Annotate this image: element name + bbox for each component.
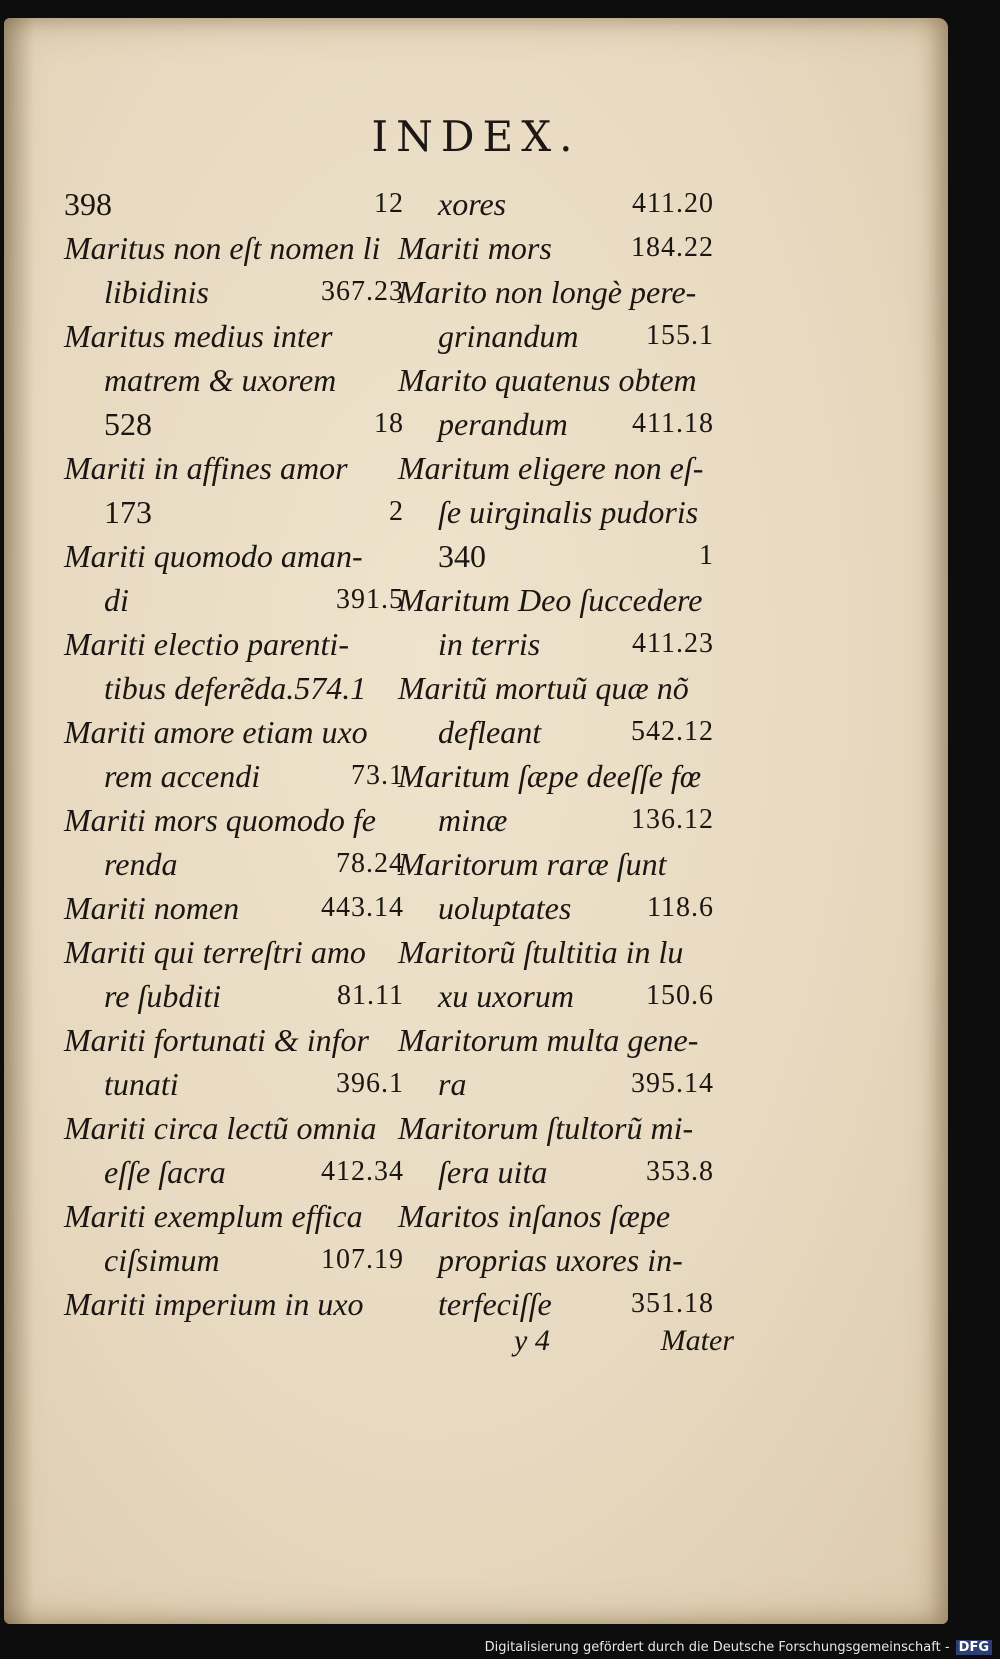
index-entry-text: Mariti mors [398, 230, 552, 266]
index-entry-text: Maritorũ ſtultitia in lu [398, 934, 684, 970]
index-entry-text: Mariti fortunati & infor [64, 1022, 369, 1058]
index-entry-text: in terris [438, 626, 541, 662]
index-entry-text: eſſe ſacra [104, 1154, 226, 1190]
index-line [64, 534, 404, 578]
index-entry-text: Mariti amore etiam uxo [64, 714, 368, 750]
index-line [64, 1062, 404, 1106]
index-entry-text: Marito quatenus obtem [398, 362, 697, 398]
index-entry-text: renda [104, 846, 178, 882]
index-entry-text: perandum [438, 406, 568, 442]
index-entry-text: Mariti electio parenti- [64, 626, 349, 662]
dfg-logo: DFG [956, 1640, 992, 1655]
index-entry-text: xu uxorum [438, 978, 574, 1014]
index-line [398, 1018, 714, 1062]
index-entry-text: ra [438, 1066, 467, 1102]
index-line [64, 1106, 404, 1150]
page-reference: 1 [699, 540, 714, 571]
index-entry-text: Mariti nomen [64, 890, 240, 926]
page-reference: 155.1 [646, 320, 714, 351]
page-reference: 73.1 [351, 760, 404, 791]
index-entry-text: Maritus non eſt nomen li [64, 230, 381, 266]
index-line [64, 622, 404, 666]
index-entry-text: ciſsimum [104, 1242, 220, 1278]
page-reference: 136.12 [631, 804, 714, 835]
index-line [64, 666, 404, 710]
index-entry-text: 173 [104, 494, 152, 530]
index-line [398, 270, 714, 314]
index-entry-text: xores [438, 186, 507, 222]
index-line [64, 314, 404, 358]
index-line [398, 1106, 714, 1150]
index-entry-text: di [104, 582, 129, 618]
index-line [64, 974, 404, 1018]
index-entry-text: rem accendi [104, 758, 261, 794]
index-entry-text: Maritos inſanos ſæpe [398, 1198, 671, 1234]
index-entry-text: Maritum eligere non eſ- [398, 450, 704, 486]
page-reference: 396.1 [336, 1068, 404, 1099]
page-reference: 18 [374, 408, 404, 439]
page-reference: 411.20 [632, 188, 714, 219]
page-reference: 411.23 [632, 628, 714, 659]
index-line [64, 358, 404, 402]
index-line [398, 1062, 714, 1106]
index-line [398, 974, 714, 1018]
right-column [398, 182, 714, 1326]
index-line [398, 314, 714, 358]
index-line [398, 622, 714, 666]
index-entry-text: Mariti circa lectũ omnia [64, 1110, 377, 1146]
index-line [398, 490, 714, 534]
index-entry-text: Mariti quomodo aman- [64, 538, 363, 574]
page-gutter [4, 18, 34, 1624]
index-line [398, 402, 714, 446]
index-line [64, 182, 404, 226]
index-line [64, 1018, 404, 1062]
index-line [64, 930, 404, 974]
index-line [398, 754, 714, 798]
index-entry-text: libidinis [104, 274, 209, 310]
page-reference: 353.8 [646, 1156, 714, 1187]
page-reference: 2 [389, 496, 404, 527]
page-reference: 395.14 [631, 1068, 714, 1099]
book-page [4, 18, 948, 1624]
index-line [64, 1238, 404, 1282]
index-entry-text: re ſubditi [104, 978, 222, 1014]
index-line [398, 534, 714, 578]
index-line [398, 578, 714, 622]
index-entry-text: Mariti qui terreſtri amo [64, 934, 366, 970]
index-line [64, 1150, 404, 1194]
index-line [64, 578, 404, 622]
index-entry-text: 340 [438, 538, 486, 574]
index-entry-text: Maritorum multa gene- [398, 1022, 699, 1058]
index-entry-text: 398 [64, 186, 112, 222]
index-line [64, 754, 404, 798]
page-reference: 351.18 [631, 1288, 714, 1319]
index-entry-text: minæ [438, 802, 508, 838]
index-entry-text: Maritus medius inter [64, 318, 333, 354]
index-line [398, 886, 714, 930]
index-line [64, 270, 404, 314]
index-line [64, 798, 404, 842]
index-line [64, 226, 404, 270]
page-reference: 391.5 [336, 584, 404, 615]
index-line [398, 446, 714, 490]
index-line [398, 930, 714, 974]
index-entry-text: ſera uita [438, 1154, 548, 1190]
index-entry-text: tibus deferẽda.574.1 [104, 670, 367, 706]
index-entry-text: 528 [104, 406, 152, 442]
index-line [398, 1238, 714, 1282]
index-line [64, 886, 404, 930]
page-reference: 412.34 [321, 1156, 404, 1187]
page-reference: 184.22 [631, 232, 714, 263]
index-entry-text: tunati [104, 1066, 179, 1102]
page-reference: 118.6 [647, 892, 714, 923]
index-entry-text: Maritũ mortuũ quæ nõ [398, 670, 689, 706]
index-entry-text: defleant [438, 714, 542, 750]
index-entry-text: uoluptates [438, 890, 572, 926]
index-entry-text: proprias uxores in- [438, 1242, 683, 1278]
signature-mark: y 4 [514, 1324, 550, 1357]
index-entry-text: Maritorum ſtultorũ mi- [398, 1110, 694, 1146]
index-line [64, 1194, 404, 1238]
page-reference: 12 [374, 188, 404, 219]
index-line [398, 666, 714, 710]
index-line [398, 1282, 714, 1326]
page-reference: 81.11 [337, 980, 404, 1011]
index-entry-text: Mariti exemplum effica [64, 1198, 363, 1234]
page-reference: 542.12 [631, 716, 714, 747]
page-footer [514, 1324, 734, 1368]
index-line [398, 226, 714, 270]
index-line [398, 182, 714, 226]
index-entry-text: Mariti imperium in uxo [64, 1286, 364, 1322]
index-entry-text: Maritum Deo ſuccedere [398, 582, 703, 618]
page-reference: 367.23 [321, 276, 404, 307]
index-line [398, 1150, 714, 1194]
page-header: INDEX. [371, 112, 581, 161]
index-entry-text: Mariti in affines amor [64, 450, 348, 486]
index-line [64, 842, 404, 886]
index-line [64, 490, 404, 534]
index-line [398, 1194, 714, 1238]
page-reference: 150.6 [646, 980, 714, 1011]
index-line [64, 402, 404, 446]
index-line [64, 710, 404, 754]
page-reference: 411.18 [632, 408, 714, 439]
catchword: Mater [660, 1324, 734, 1357]
page-reference: 78.24 [336, 848, 404, 879]
index-entry-text: Maritorum raræ ſunt [398, 846, 667, 882]
left-column [64, 182, 404, 1326]
index-entry-text: matrem & uxorem [104, 362, 337, 398]
index-line [398, 358, 714, 402]
page-reference: 107.19 [321, 1244, 404, 1275]
index-entry-text: Maritum ſæpe deeſſe fœ [398, 758, 702, 794]
index-line [398, 798, 714, 842]
index-entry-text: terfeciſſe [438, 1286, 552, 1322]
index-entry-text: Mariti mors quomodo fe [64, 802, 376, 838]
index-entry-text: grinandum [438, 318, 579, 354]
index-line [64, 1282, 404, 1326]
index-entry-text: Marito non longè pere- [398, 274, 697, 310]
index-line [64, 446, 404, 490]
digitization-credit [485, 1640, 992, 1655]
index-line [398, 842, 714, 886]
page-reference: 443.14 [321, 892, 404, 923]
index-line [398, 710, 714, 754]
index-entry-text: ſe uirginalis pudoris [438, 494, 699, 530]
credit-text: Digitalisierung gefördert durch die Deutsche Forschungsgemeinschaft - [484, 1640, 950, 1655]
